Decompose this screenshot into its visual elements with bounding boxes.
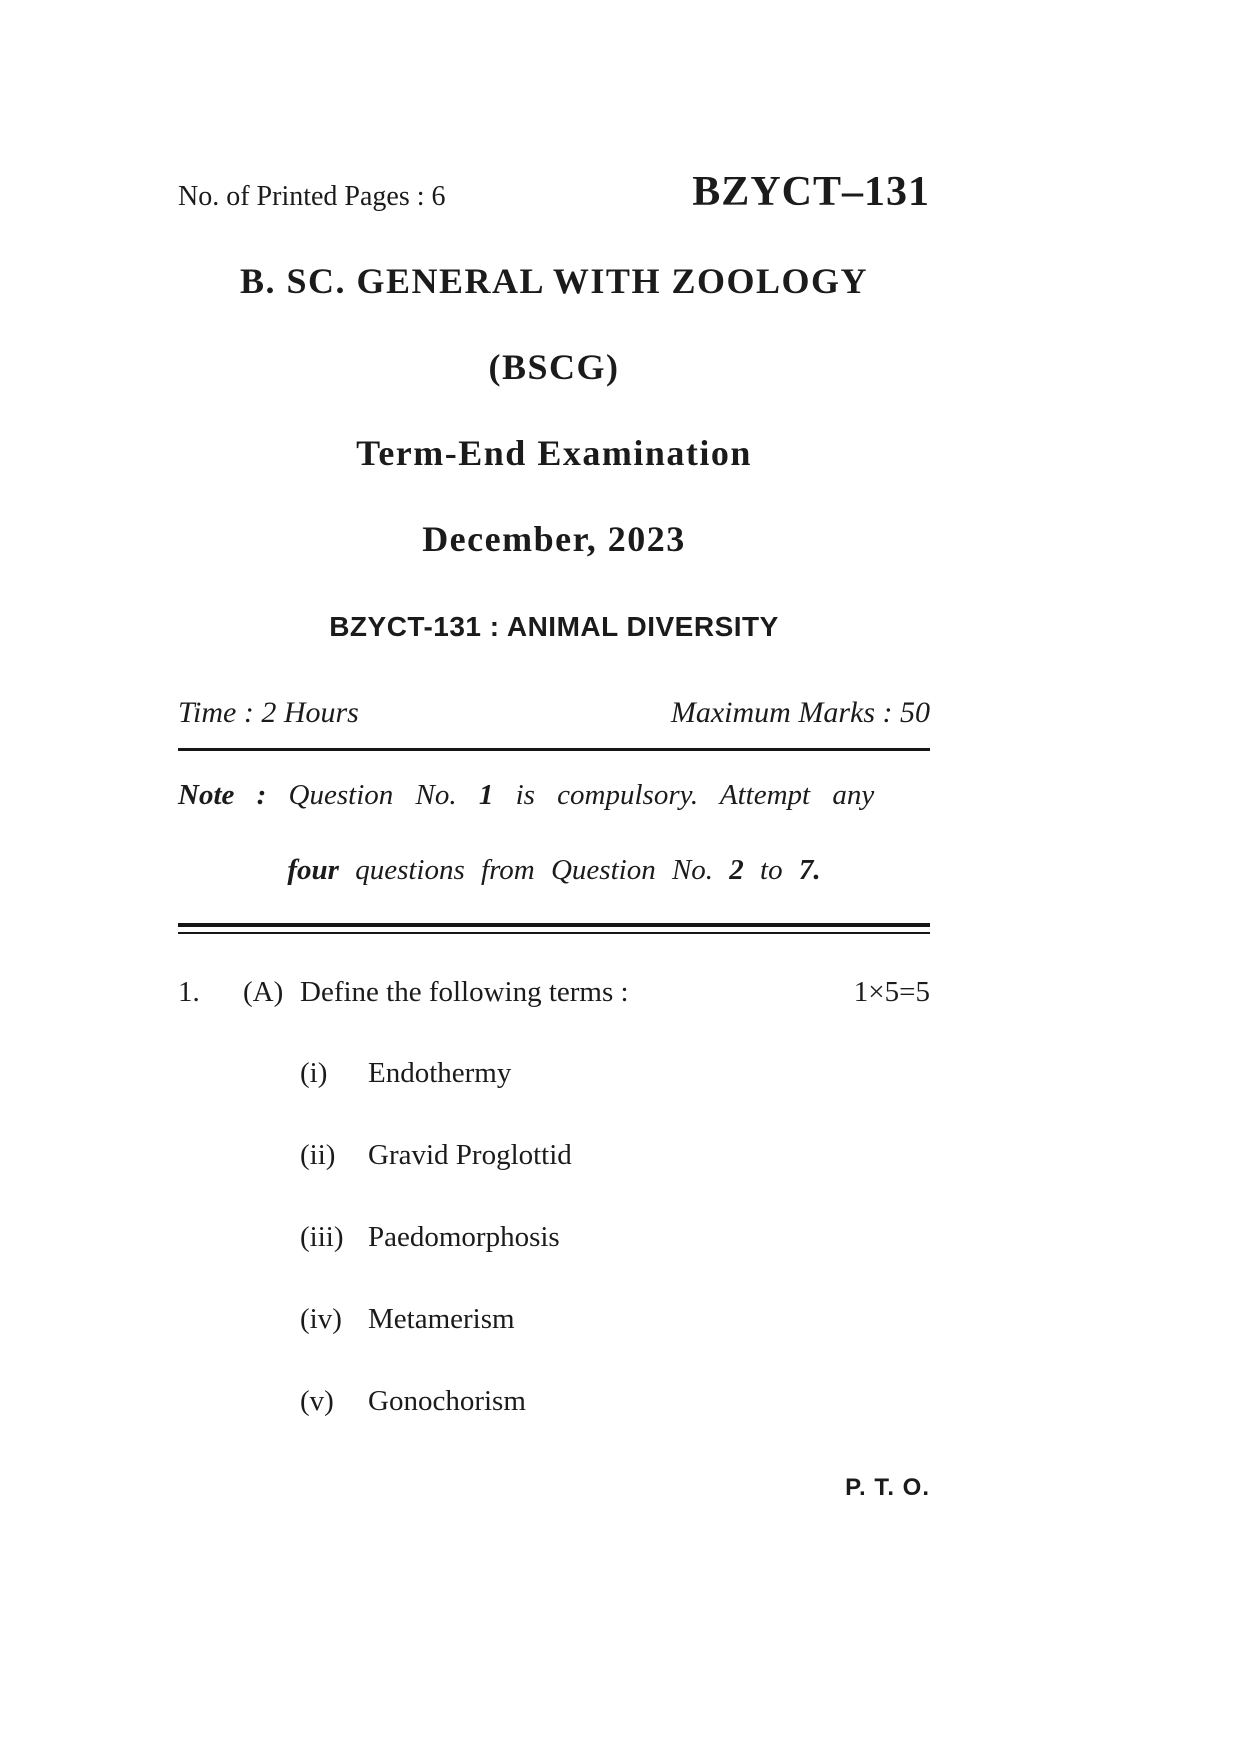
item-term: Gonochorism xyxy=(368,1385,526,1417)
note-question-number: 1 xyxy=(478,779,494,811)
question-marks: 1×5=5 xyxy=(853,976,930,1008)
time-label: Time : 2 Hours xyxy=(178,696,359,729)
list-item xyxy=(300,1301,930,1337)
item-roman-numeral: (i) xyxy=(300,1057,328,1089)
note-text: Question No. xyxy=(288,779,457,811)
item-term: Gravid Proglottid xyxy=(368,1139,572,1171)
header-row xyxy=(178,168,930,216)
note-line-1 xyxy=(178,779,930,812)
course-title: B. SC. GENERAL WITH ZOOLOGY xyxy=(240,261,868,301)
exam-title: Term-End Examination xyxy=(356,433,752,473)
printed-pages-label: No. of Printed Pages : 6 xyxy=(178,181,446,212)
paper-code: BZYCT–131 xyxy=(692,169,930,215)
pto-label: P. T. O. xyxy=(845,1474,930,1501)
item-roman-numeral: (v) xyxy=(300,1385,334,1417)
page-content xyxy=(178,0,930,1419)
question-prompt: Define the following terms : xyxy=(300,976,629,1008)
note-block xyxy=(178,779,930,887)
item-term: Metamerism xyxy=(368,1303,515,1335)
exam-session: December, 2023 xyxy=(422,519,686,559)
max-marks-label: Maximum Marks : 50 xyxy=(670,696,930,729)
note-question-range-end: 7. xyxy=(798,854,821,886)
subject-line: BZYCT-131 : ANIMAL DIVERSITY xyxy=(329,611,779,642)
item-term: Endothermy xyxy=(368,1057,512,1089)
note-question-range-start: 2 xyxy=(729,854,744,886)
item-roman-numeral: (iii) xyxy=(300,1221,344,1253)
time-marks-row xyxy=(178,696,930,730)
note-text: questions from Question No. xyxy=(355,854,714,886)
course-abbreviation: (BSCG) xyxy=(488,347,620,387)
note-four-emphasis: four xyxy=(287,854,339,886)
note-text: is compulsory. Attempt any xyxy=(515,779,875,811)
item-roman-numeral: (iv) xyxy=(300,1303,342,1335)
question-part-label: (A) xyxy=(243,976,284,1008)
question-1-row xyxy=(178,976,930,1009)
note-text: to xyxy=(760,854,783,886)
note-label: Note : xyxy=(178,779,267,811)
list-item xyxy=(300,1137,930,1173)
note-line-2 xyxy=(178,854,930,887)
list-item xyxy=(300,1219,930,1255)
question-number: 1. xyxy=(178,976,200,1008)
list-item xyxy=(300,1383,930,1419)
list-item xyxy=(300,1055,930,1091)
horizontal-rule xyxy=(178,748,930,751)
double-horizontal-rule xyxy=(178,923,930,934)
item-term: Paedomorphosis xyxy=(368,1221,560,1253)
item-roman-numeral: (ii) xyxy=(300,1139,336,1171)
